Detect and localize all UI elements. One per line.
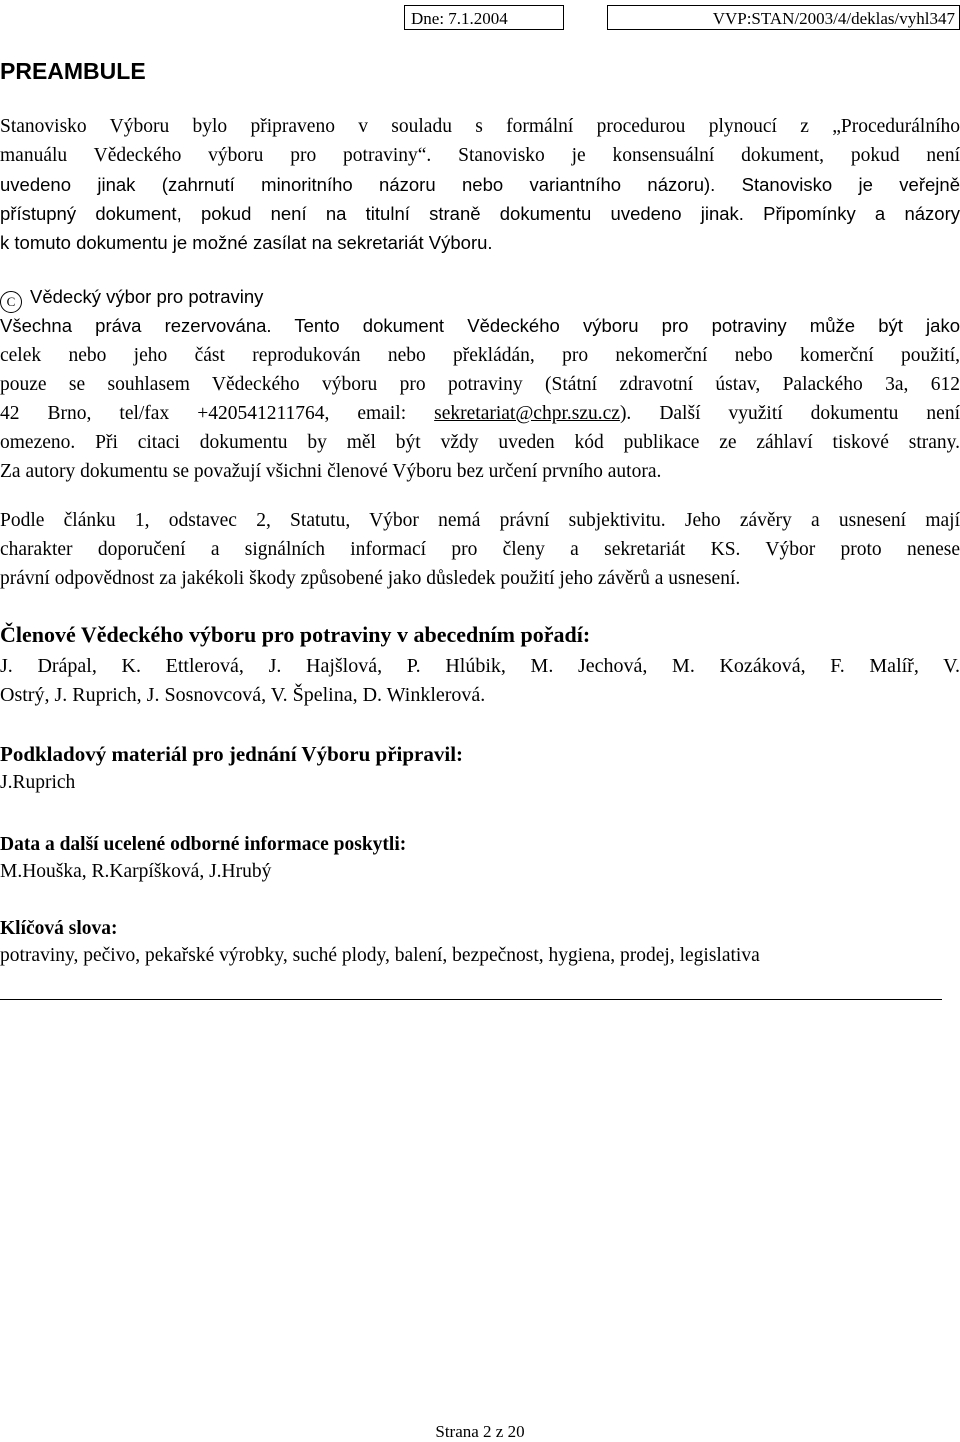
header-date: Dne: 7.1.2004	[404, 5, 564, 30]
paragraph-line: k tomuto dokumentu je možné zasílat na sekretariát Výboru.	[0, 232, 493, 253]
contact-text: 42 Brno, tel/fax +420541211764, email:	[0, 403, 435, 424]
preamble-paragraph-2	[0, 311, 960, 486]
paragraph-line: pouze se souhlasem Vědeckého výboru pro potraviny (Státní zdravotní ústav, Palackého 3a, 612	[0, 374, 960, 395]
header-reference-code: VVP:STAN/2003/4/deklas/vyhl347	[607, 5, 960, 30]
paragraph-line	[0, 399, 960, 428]
paragraph-line: manuálu Vědeckého výboru pro potraviny“. Stanovisko je konsensuální dokument, pokud není	[0, 145, 960, 166]
preamble-paragraph-1	[0, 112, 960, 257]
data-provided-value: M.Houška, R.Karpíšková, J.Hrubý	[0, 861, 272, 882]
paragraph-line: uvedeno jinak (zahrnutí minoritního názoru nebo variantního názoru). Stanovisko je veřejně	[0, 174, 960, 195]
paragraph-line: celek nebo jeho část reprodukován nebo překládán, pro nekomerční nebo komerční použití,	[0, 345, 960, 366]
paragraph-line: právní odpovědnost za jakékoli škody způsobené jako důsledek použití jeho závěrů a usnesení.	[0, 568, 741, 589]
contact-text-after: ). Další využití dokumentu není	[619, 403, 960, 424]
email-link[interactable]: sekretariat@chpr.szu.cz	[434, 403, 620, 424]
preamble-paragraph-3	[0, 506, 960, 593]
members-list	[0, 652, 960, 710]
copyright-icon: C	[0, 291, 22, 313]
paragraph-line: omezeno. Při citaci dokumentu by měl být vždy uveden kód publikace ze záhlaví tiskové strany.	[0, 432, 960, 453]
paragraph-line	[0, 311, 960, 341]
members-heading: Členové Vědeckého výboru pro potraviny v abecedním pořadí:	[0, 622, 591, 647]
data-provided-heading: Data a další ucelené odborné informace poskytli:	[0, 834, 407, 855]
paragraph-line: přístupný dokument, pokud není na titulní straně dokumentu uvedeno jinak. Připomínky a názory	[0, 203, 960, 224]
copyright-line	[0, 286, 263, 313]
keywords-value: potraviny, pečivo, pekařské výrobky, suché plody, balení, bezpečnost, hygiena, prodej, legislativa	[0, 945, 760, 966]
copyright-holder: Vědecký výbor pro potraviny	[30, 286, 264, 307]
preamble-title: PREAMBULE	[0, 58, 146, 84]
keywords-heading: Klíčová slova:	[0, 918, 118, 939]
members-line: J. Drápal, K. Ettlerová, J. Hajšlová, P. Hlúbik, M. Jechová, M. Kozáková, F. Malíř, V.	[0, 655, 960, 677]
paragraph-line: charakter doporučení a signálních informací pro členy a sekretariát KS. Výbor proto nenese	[0, 539, 960, 560]
paragraph-line: Podle článku 1, odstavec 2, Statutu, Výbor nemá právní subjektivitu. Jeho závěry a usnesení mají	[0, 510, 960, 531]
paragraph-line: Stanovisko Výboru bylo připraveno v souladu s formální procedurou plynoucí z „Procedurálního	[0, 116, 960, 137]
separator-line	[0, 999, 942, 1000]
paragraph-line: Za autory dokumentu se považují všichni členové Výboru bez určení prvního autora.	[0, 461, 662, 482]
rights-reserved-text: Všechna práva rezervována. Tento dokument Vědeckého výboru pro potraviny může být jako	[0, 315, 960, 336]
prepared-by-value: J.Ruprich	[0, 772, 76, 793]
page-number: Strana 2 z 20	[435, 1422, 525, 1441]
prepared-by-heading: Podkladový materiál pro jednání Výboru připravil:	[0, 742, 464, 766]
members-line: Ostrý, J. Ruprich, J. Sosnovcová, V. Špelina, D. Winklerová.	[0, 684, 486, 706]
